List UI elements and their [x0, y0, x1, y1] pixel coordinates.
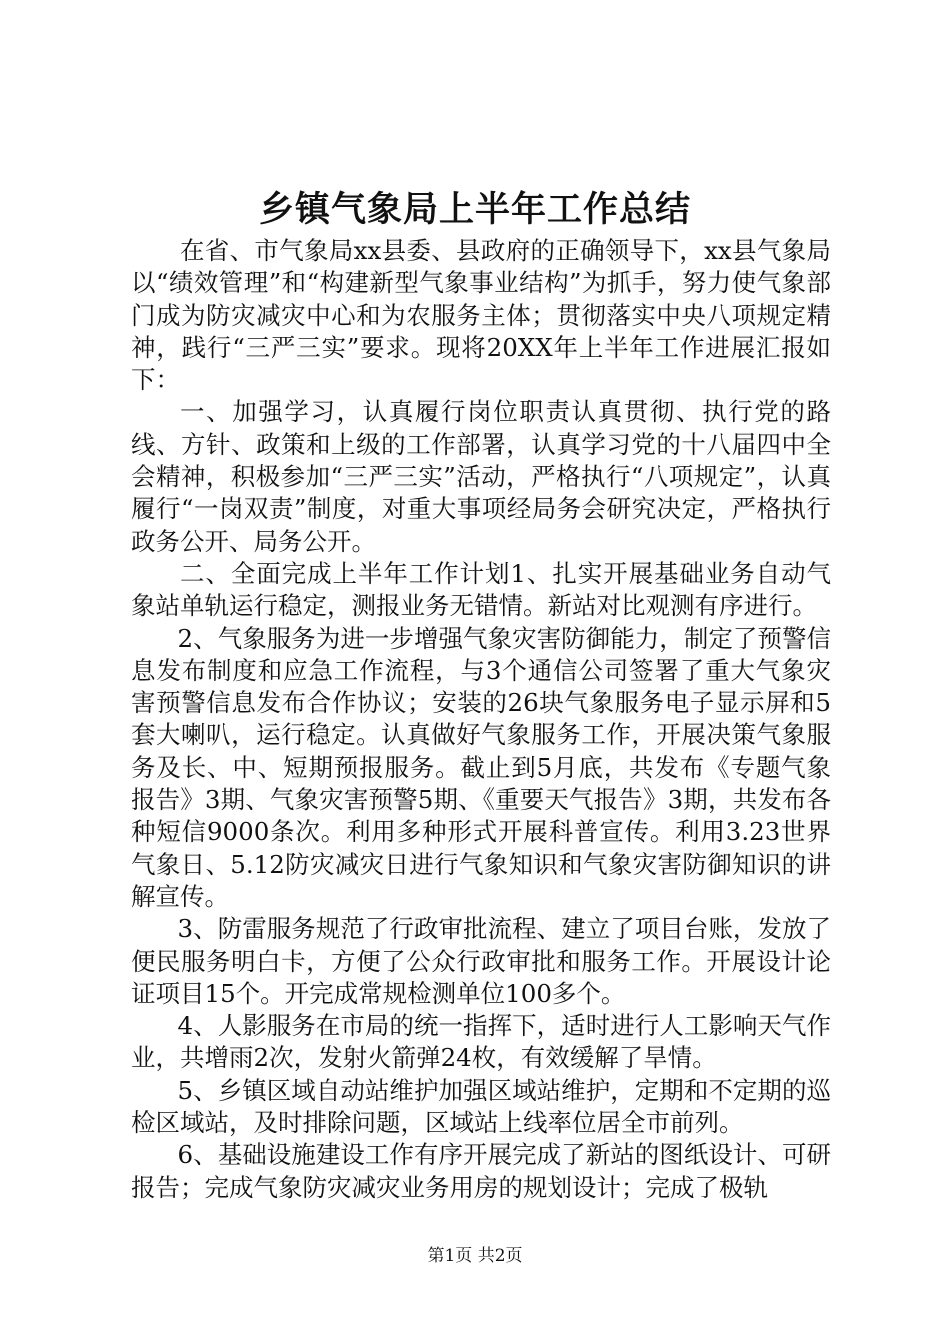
paragraph-item-4: 4、人影服务在市局的统一指挥下，适时进行人工影响天气作业，共增雨2次，发射火箭弹24枚，有效缓解了旱情。	[131, 1011, 831, 1073]
document-body	[131, 235, 831, 1204]
document-title: 乡镇气象局上半年工作总结	[258, 189, 691, 230]
paragraph-item-2: 2、气象服务为进一步增强气象灾害防御能力，制定了预警信息发布制度和应急工作流程，与3个通信公司签署了重大气象灾害预警信息发布合作协议；安装的26块气象服务电子显示屏和5套大喇叭，运行稳定。认真做好气象服务工作，开展决策气象服务及长、中、短期预报服务。截止到5月底，共发布《专题气象报告》3期、气象灾害预警5期、《重要天气报告》3期，共发布各种短信9000条次。利用多种形式开展科普宣传。利用3.23世界气象日、5.12防灾减灾日进行气象知识和气象灾害防御知识的讲解宣传。	[131, 623, 831, 911]
paragraph-section-2: 二、全面完成上半年工作计划1、扎实开展基础业务自动气象站单轨运行稳定，测报业务无错情。新站对比观测有序进行。	[131, 558, 831, 621]
paragraph-section-1: 一、加强学习，认真履行岗位职责认真贯彻、执行党的路线、方针、政策和上级的工作部署，认真学习党的十八届四中全会精神，积极参加“三严三实”活动，严格执行“八项规定”，认真履行“一岗双责”制度，对重大事项经局务会研究决定，严格执行政务公开、局务公开。	[131, 397, 831, 556]
paragraph-intro: 在省、市气象局xx县委、县政府的正确领导下，xx县气象局以“绩效管理”和“构建新型气象事业结构”为抓手，努力使气象部门成为防灾减灾中心和为农服务主体；贯彻落实中央八项规定精神，践行“三严三实”要求。现将20XX年上半年工作进展汇报如下：	[131, 236, 831, 395]
paragraph-item-6: 6、基础设施建设工作有序开展完成了新站的图纸设计、可研报告；完成气象防灾减灾业务用房的规划设计；完成了极轨	[131, 1140, 831, 1202]
paragraph-item-3: 3、防雷服务规范了行政审批流程、建立了项目台账，发放了便民服务明白卡，方便了公众行政审批和服务工作。开展设计论证项目15个。开完成常规检测单位100多个。	[131, 914, 831, 1008]
paragraph-item-5: 5、乡镇区域自动站维护加强区域站维护，定期和不定期的巡检区域站，及时排除问题，区域站上线率位居全市前列。	[131, 1075, 831, 1138]
page-number-footer: 第1页 共2页	[427, 1246, 523, 1266]
